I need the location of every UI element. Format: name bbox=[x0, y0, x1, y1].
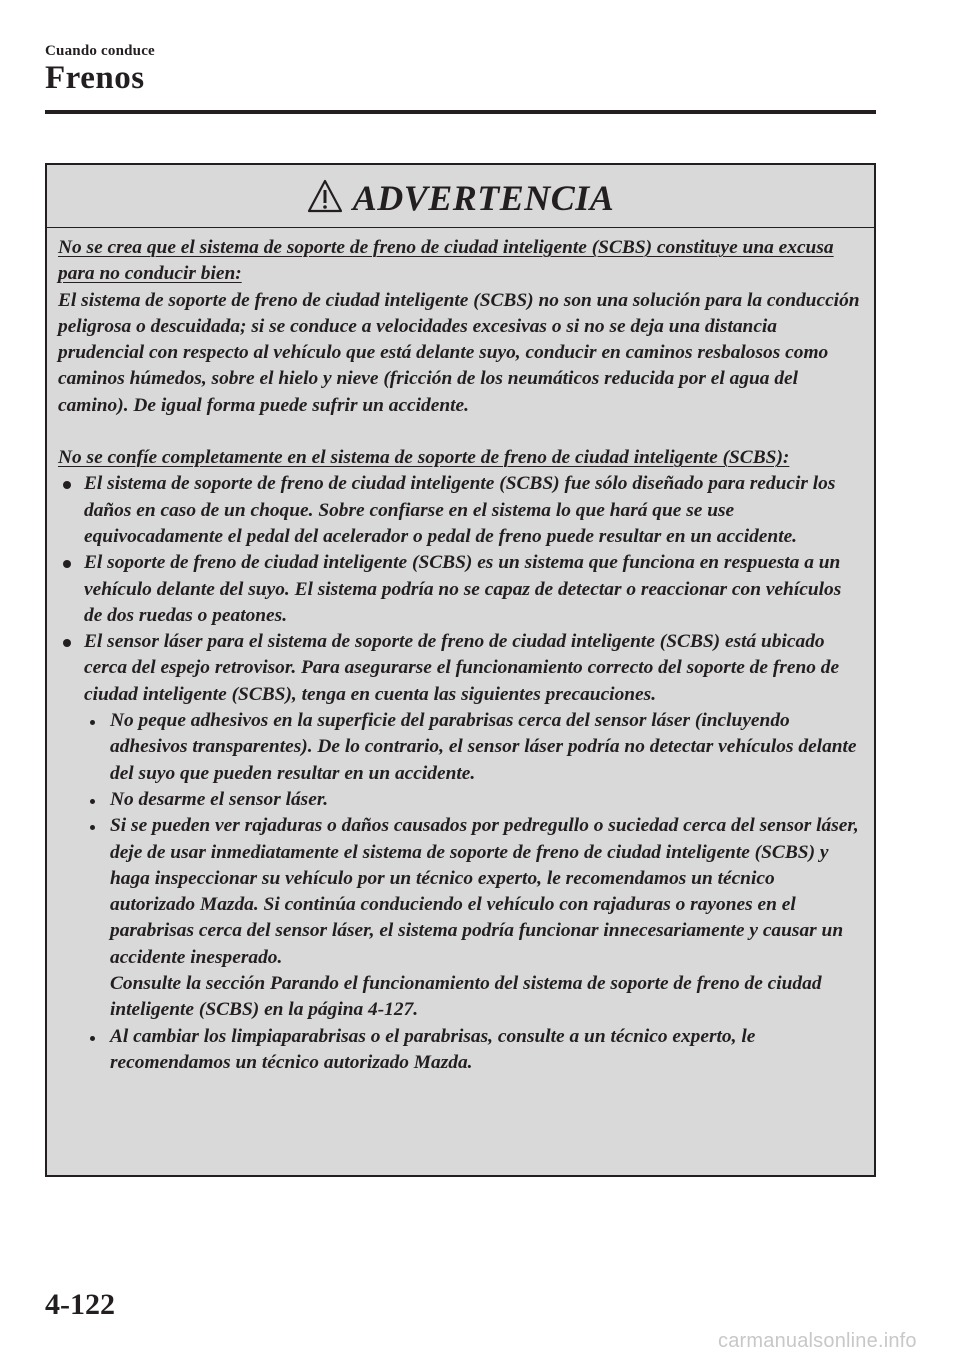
warning-body bbox=[47, 228, 874, 1076]
warning-paragraph-1: El sistema de soporte de freno de ciudad inteligente (SCBS) no son una solución para la conducción peligrosa o descuidada; si se conduce a velocidades excesivas o si no se deja una distancia prudencial con respecto al vehículo que está delante suyo, conducir en caminos resbalosos como caminos húmedos, sobre el hielo y nieve (fricción de los neumáticos reducida por el agua del camino). De igual forma puede sufrir un accidente. bbox=[58, 289, 860, 416]
bullet-item: El sistema de soporte de freno de ciudad inteligente (SCBS) fue sólo diseñado para reducir los daños en caso de un choque. Sobre confiarse en el sistema lo que hará que se use equivocadamente el pedal del acelerador o pedal de freno puede resultar en un accidente. bbox=[58, 471, 864, 550]
sub-bullet-item: Al cambiar los limpiaparabrisas o el parabrisas, consulte a un técnico experto, le recomendamos un técnico autorizado Mazda. bbox=[84, 1024, 864, 1077]
bullet-item-text: El sensor láser para el sistema de soporte de freno de ciudad inteligente (SCBS) está ubicado cerca del espejo retrovisor. Para asegurarse el funcionamiento correcto del soporte de freno de ciudad inteligente (SCBS), tenga en cuenta las siguientes precauciones. bbox=[84, 631, 840, 705]
page-title: Frenos bbox=[45, 60, 145, 96]
paragraph-gap bbox=[58, 419, 864, 445]
sub-bullet-text: Si se pueden ver rajaduras o daños causados por pedregullo o suciedad cerca del sensor láser, deje de usar inmediatamente el sistema de soporte de freno de ciudad inteligente (SCBS) y haga inspeccionar su vehículo por un técnico experto, le recomendamos un técnico autorizado Mazda. Si continúa conduciendo el vehículo con rajaduras o rayones en el parabrisas cerca del sensor láser, el sistema podría funcionar innecesariamente y causar un accidente inesperado. bbox=[110, 815, 859, 968]
bullet-list bbox=[58, 471, 864, 1076]
cross-reference-note: Consulte la sección Parando el funcionamiento del sistema de soporte de freno de ciudad inteligente (SCBS) en la página 4-127. bbox=[110, 973, 822, 1021]
warning-header bbox=[47, 165, 874, 228]
warning-heading-1: No se crea que el sistema de soporte de freno de ciudad inteligente (SCBS) constituye una excusa para no conducir bien: bbox=[58, 237, 834, 285]
section-label: Cuando conduce bbox=[45, 43, 155, 59]
watermark: carmanualsonline.info bbox=[718, 1330, 917, 1352]
bullet-item-with-sublist bbox=[58, 629, 864, 1076]
page-number: 4-122 bbox=[45, 1288, 115, 1321]
warning-title: ADVERTENCIA bbox=[352, 178, 615, 218]
warning-heading-2: No se confíe completamente en el sistema de soporte de freno de ciudad inteligente (SCBS): bbox=[58, 447, 790, 469]
title-divider bbox=[45, 110, 876, 114]
sub-bullet-item: No desarme el sensor láser. bbox=[84, 787, 864, 813]
sub-bullet-item: No peque adhesivos en la superficie del parabrisas cerca del sensor láser (incluyendo adhesivos transparentes). De lo contrario, el sensor láser podría no detectar vehículos delante del suyo que pueden resultar en un accidente. bbox=[84, 708, 864, 787]
warning-box bbox=[45, 163, 876, 1177]
sub-bullet-item-with-note bbox=[84, 813, 864, 1023]
bullet-item: El soporte de freno de ciudad inteligente (SCBS) es un sistema que funciona en respuesta a un vehículo delante del suyo. El sistema podría no se capaz de detectar o reaccionar con vehículos de dos ruedas o peatones. bbox=[58, 550, 864, 629]
sub-bullet-list bbox=[84, 708, 864, 1076]
warning-triangle-icon bbox=[307, 179, 343, 213]
